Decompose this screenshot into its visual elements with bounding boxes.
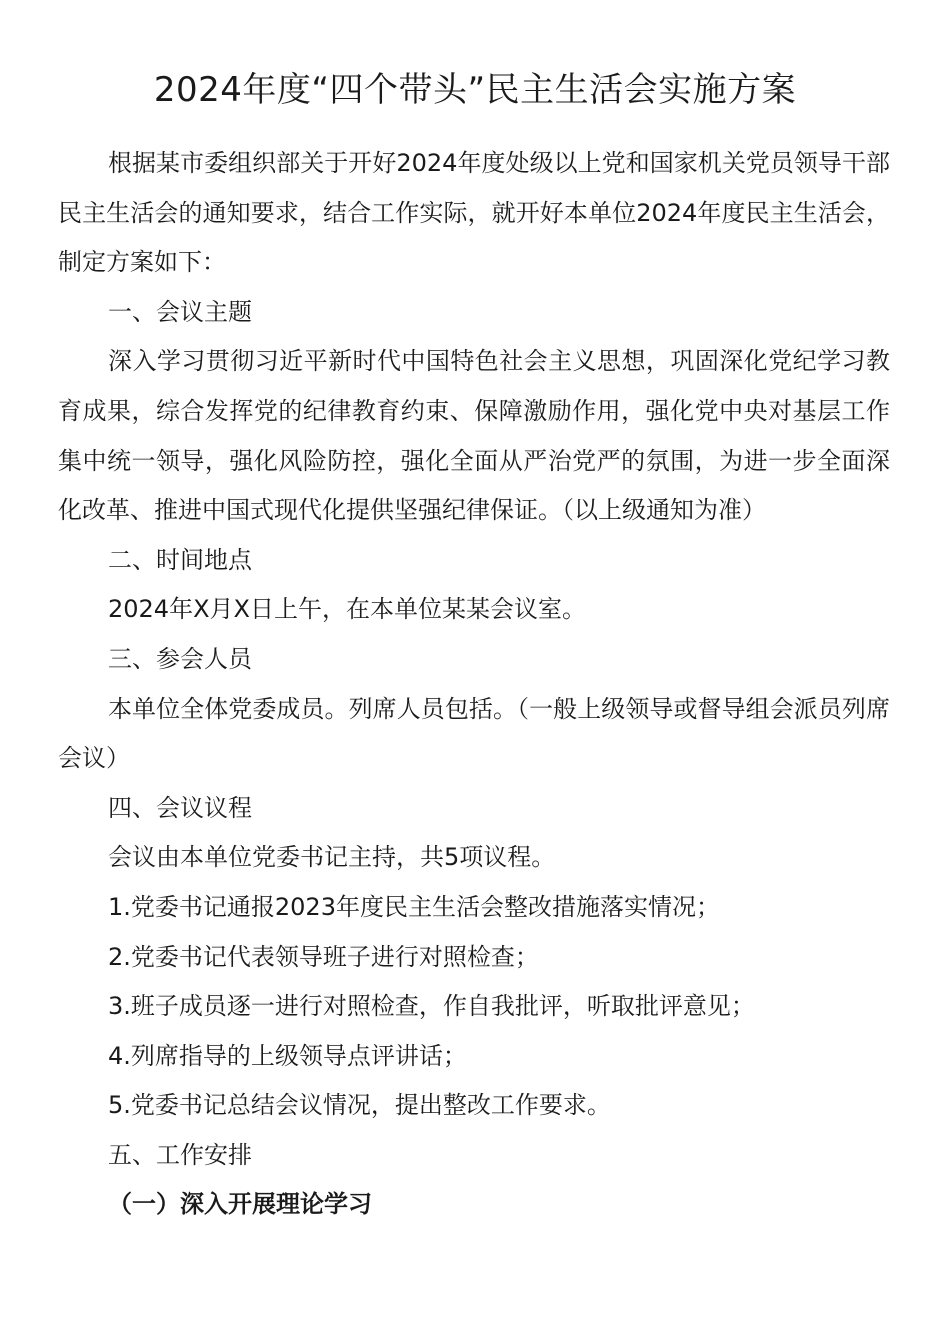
agenda-item: 5.党委书记总结会议情况，提出整改工作要求。 xyxy=(108,1091,611,1120)
document-title: 2024年度“四个带头”民主生活会实施方案 xyxy=(153,70,797,110)
section-heading-work-arrangement: 五、工作安排 xyxy=(108,1140,252,1169)
section-heading-attendees: 三、参会人员 xyxy=(108,644,252,673)
agenda-item: 1.党委书记通报2023年度民主生活会整改措施落实情况； xyxy=(108,892,720,921)
agenda-item: 3.班子成员逐一进行对照检查，作自我批评，听取批评意见； xyxy=(108,992,755,1021)
document-body xyxy=(58,139,890,1230)
attendees-paragraph: 本单位全体党委成员。列席人员包括。（一般上级领导或督导组会派员列席会议） xyxy=(58,694,890,773)
agenda-item: 2.党委书记代表领导班子进行对照检查； xyxy=(108,942,539,971)
section-heading-theme: 一、会议主题 xyxy=(108,297,252,326)
time-place-paragraph: 2024年X月X日上午，在本单位某某会议室。 xyxy=(108,595,586,624)
subsection-heading-theory-study: （一）深入开展理论学习 xyxy=(108,1190,372,1219)
theme-paragraph: 深入学习贯彻习近平新时代中国特色社会主义思想，巩固深化党纪学习教育成果，综合发挥党的纪律教育约束、保障激励作用，强化党中央对基层工作集中统一领导，强化风险防控，强化全面从严治党严的氛围，为进一步全面深化改革、推进中国式现代化提供坚强纪律保证。（以上级通知为准） xyxy=(58,347,890,525)
section-heading-agenda: 四、会议议程 xyxy=(108,793,252,822)
intro-paragraph: 根据某市委组织部关于开好2024年度处级以上党和国家机关党员领导干部民主生活会的通知要求，结合工作实际，就开好本单位2024年度民主生活会，制定方案如下： xyxy=(58,149,890,277)
section-heading-time-place: 二、时间地点 xyxy=(108,545,252,574)
agenda-intro-paragraph: 会议由本单位党委书记主持，共5项议程。 xyxy=(108,843,556,872)
agenda-item: 4.列席指导的上级领导点评讲话； xyxy=(108,1041,467,1070)
